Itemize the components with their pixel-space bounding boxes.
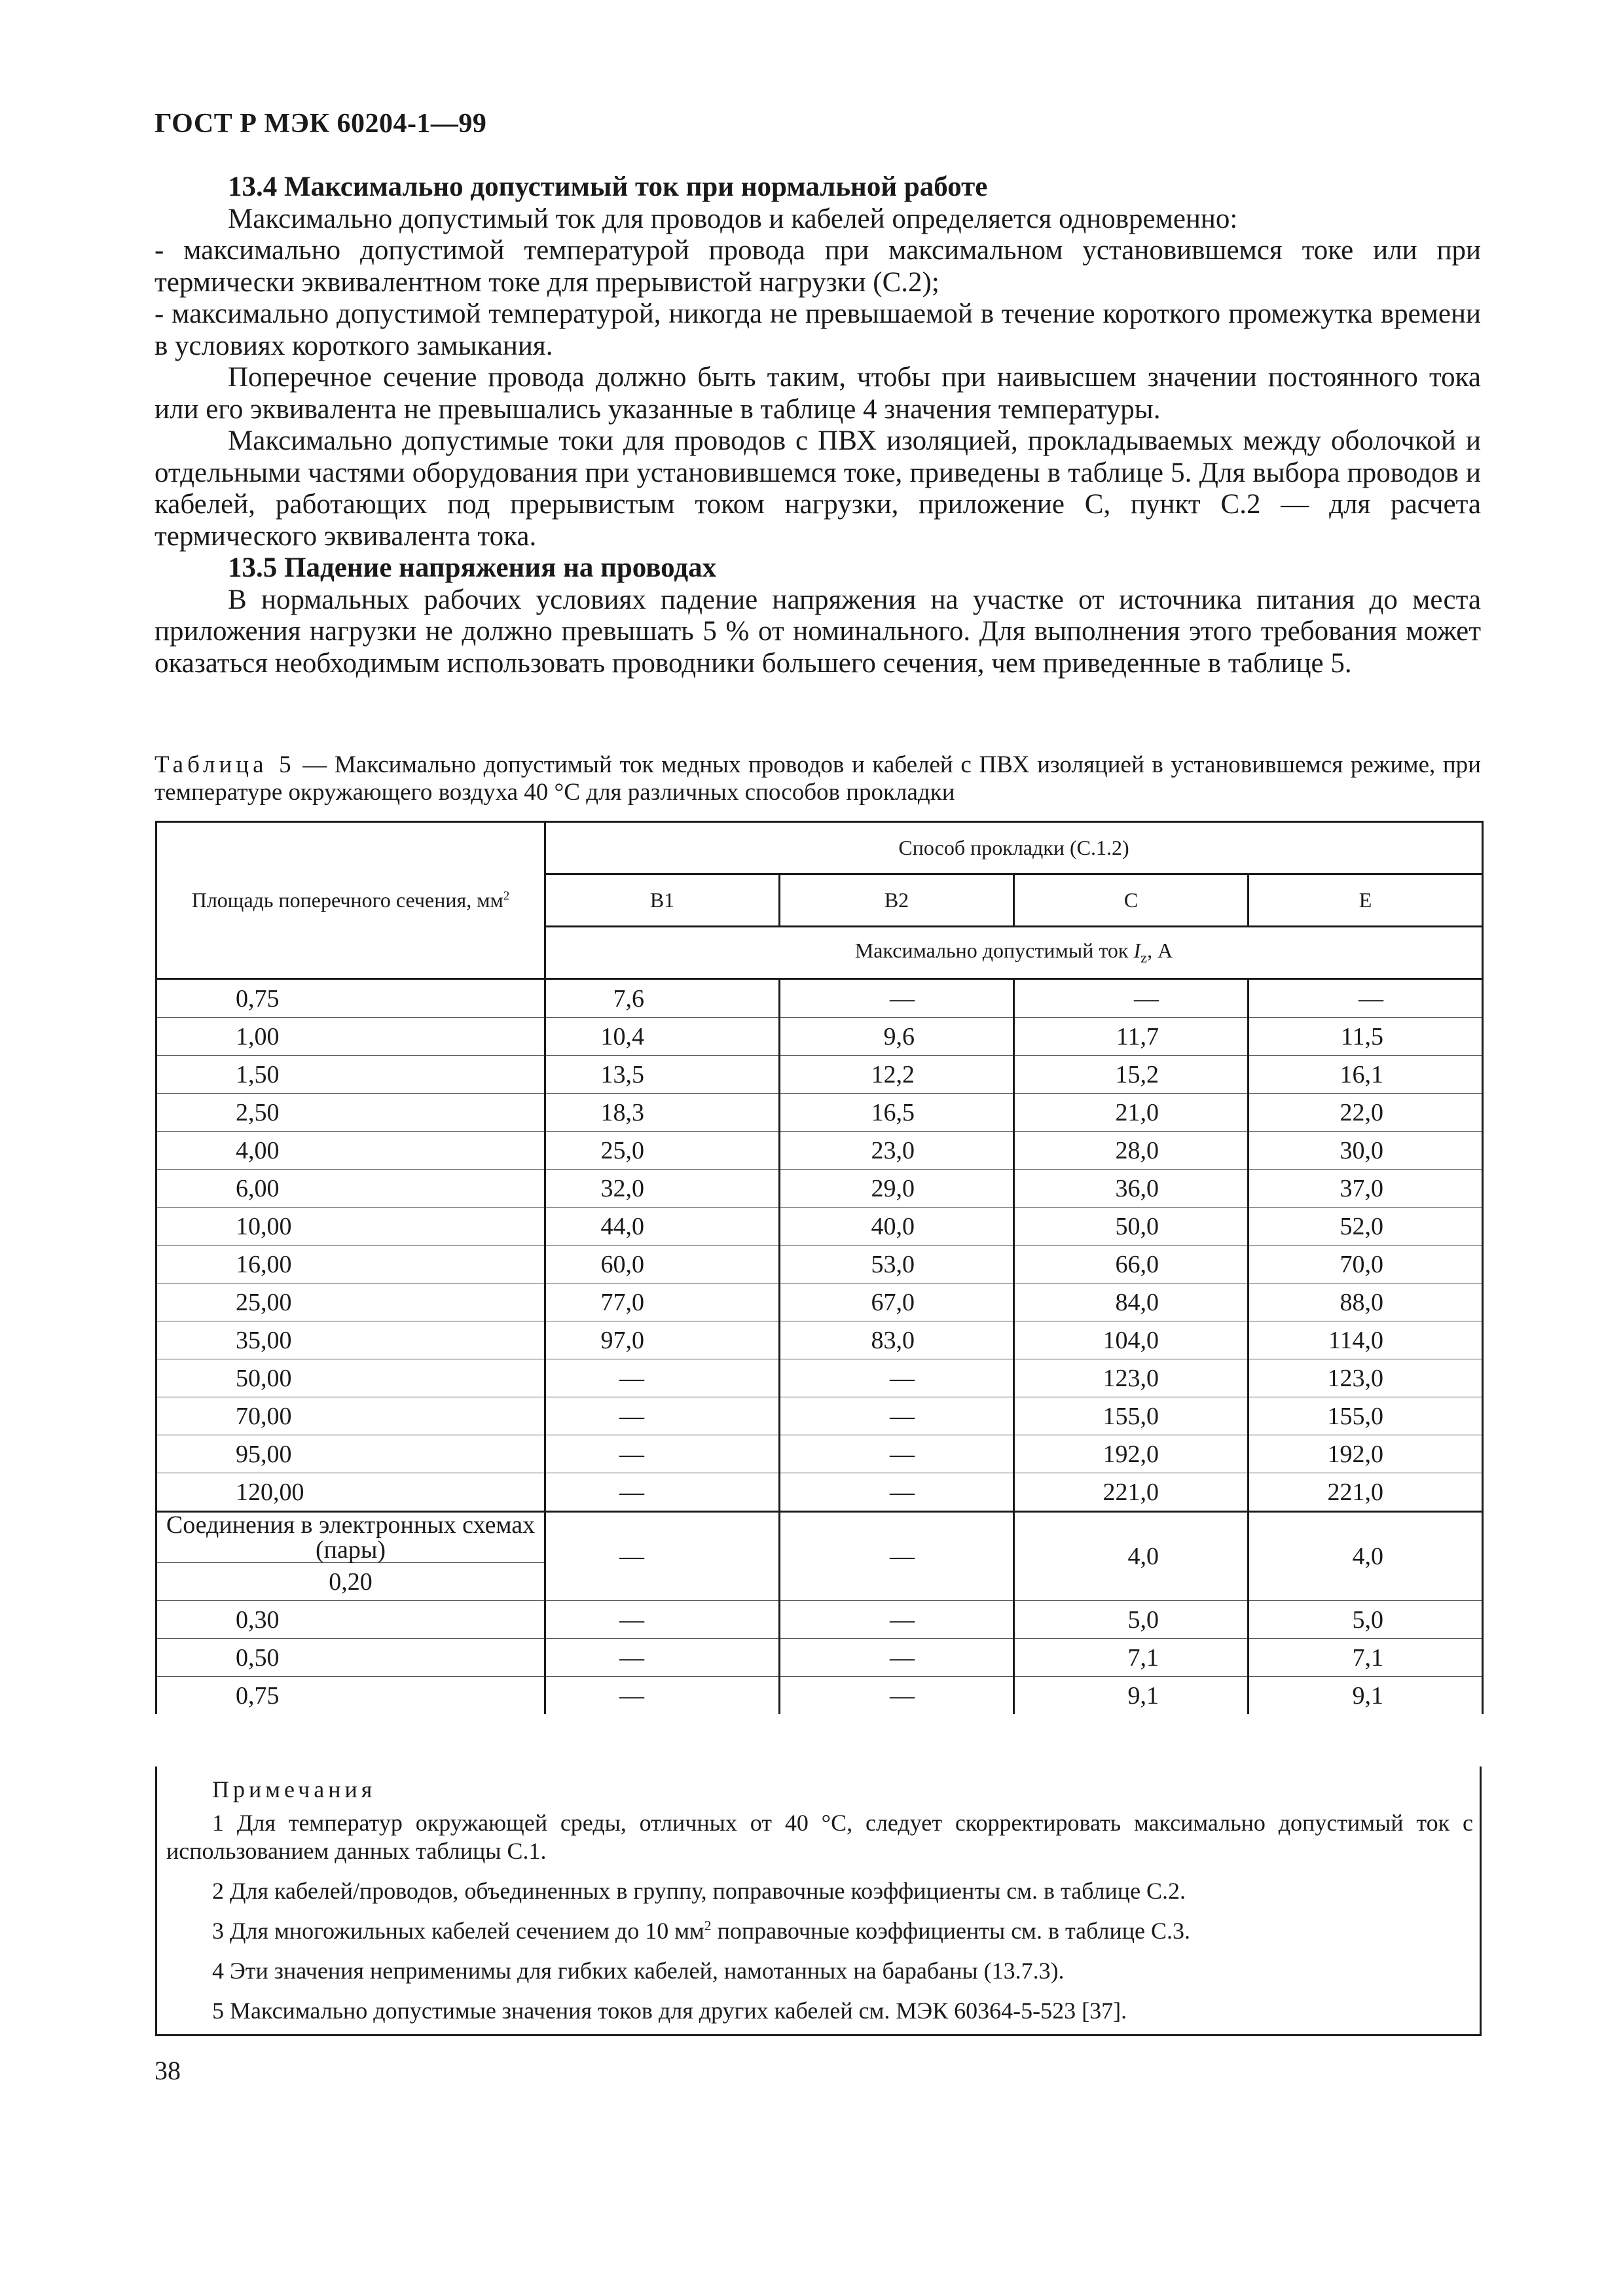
current-cell: 25,0 <box>545 1132 780 1170</box>
area-cell: 0,50 <box>156 1639 545 1677</box>
current-cell: — <box>1014 979 1249 1018</box>
area-cell: 50,00 <box>156 1359 545 1397</box>
table-row <box>156 1359 1483 1397</box>
area-cell: 10,00 <box>156 1208 545 1246</box>
method-c-header: C <box>1014 874 1249 927</box>
section-13-4-p4: Поперечное сечение провода должно быть таким, чтобы при наивысшем значении постоянного тока или его эквивалента не превышались указанные в таблице 4 значения температуры. <box>155 362 1481 425</box>
table-cell: 0,20 <box>156 1563 545 1601</box>
current-cell: — <box>780 1601 1014 1639</box>
current-cell: 192,0 <box>1249 1435 1483 1473</box>
current-cell: — <box>780 1435 1014 1473</box>
current-cell: — <box>780 1359 1014 1397</box>
current-cell: 12,2 <box>780 1056 1014 1094</box>
current-cell: — <box>545 1397 780 1435</box>
note-2: 2 Для кабелей/проводов, объединенных в группу, поправочные коэффициенты см. в таблице С.2. <box>212 1878 1186 1904</box>
current-cell: 11,7 <box>1014 1018 1249 1056</box>
current-cell: 52,0 <box>1249 1208 1483 1246</box>
current-cell: 9,1 <box>1249 1677 1483 1715</box>
page-number: 38 <box>155 2056 181 2085</box>
document-header: ГОСТ Р МЭК 60204-1—99 <box>155 109 487 139</box>
table-row <box>156 1018 1483 1056</box>
current-cell: — <box>1249 979 1483 1018</box>
current-cell: 66,0 <box>1014 1246 1249 1283</box>
pairs-label-cell: Соединения в электронных схемах (пары) <box>156 1512 545 1563</box>
current-cell: 29,0 <box>780 1170 1014 1208</box>
table-row <box>156 1132 1483 1170</box>
current-cell: 11,5 <box>1249 1018 1483 1056</box>
method-b2-header: B2 <box>780 874 1014 927</box>
current-cell: 155,0 <box>1249 1397 1483 1435</box>
current-cell: — <box>545 1359 780 1397</box>
area-cell: 1,00 <box>156 1018 545 1056</box>
current-cell: — <box>545 1601 780 1639</box>
area-cell: 2,50 <box>156 1094 545 1132</box>
current-cell: 22,0 <box>1249 1094 1483 1132</box>
current-cell: 23,0 <box>780 1132 1014 1170</box>
current-cell: — <box>780 979 1014 1018</box>
table-row <box>156 1639 1483 1677</box>
current-cell: 221,0 <box>1014 1473 1249 1512</box>
current-table <box>155 821 1484 1714</box>
table-row <box>156 1056 1483 1094</box>
area-cell: 0,75 <box>156 979 545 1018</box>
area-cell: 35,00 <box>156 1321 545 1359</box>
method-column-header: Способ прокладки (С.1.2) <box>545 822 1483 874</box>
current-cell: 221,0 <box>1249 1473 1483 1512</box>
current-cell: 7,1 <box>1014 1639 1249 1677</box>
table-row <box>156 1170 1483 1208</box>
current-cell: 9,1 <box>1014 1677 1249 1715</box>
current-cell: 155,0 <box>1014 1397 1249 1435</box>
current-cell: 60,0 <box>545 1246 780 1283</box>
current-cell: 123,0 <box>1014 1359 1249 1397</box>
area-cell: 6,00 <box>156 1170 545 1208</box>
current-cell: 7,1 <box>1249 1639 1483 1677</box>
note-3: 3 Для многожильных кабелей сечением до 10 $мм^2$ поправочные коэффициенты см. в таблице С.3. <box>212 1918 1191 1944</box>
section-13-4 <box>155 171 1481 679</box>
current-cell: — <box>780 1397 1014 1435</box>
current-cell: 40,0 <box>780 1208 1014 1246</box>
current-cell: 67,0 <box>780 1283 1014 1321</box>
table-caption-text: — Максимально допустимый ток медных проводов и кабелей с ПВХ изоляцией в установившемся режиме, при температуре окружающего воздуха 40 °С для различных способов прокладки <box>155 751 1481 806</box>
table-row <box>156 1321 1483 1359</box>
current-cell: 32,0 <box>545 1170 780 1208</box>
current-cell: 83,0 <box>780 1321 1014 1359</box>
current-cell: 5,0 <box>1014 1601 1249 1639</box>
current-cell: 123,0 <box>1249 1359 1483 1397</box>
table-row <box>156 1397 1483 1435</box>
table-cell: 4,0 <box>1014 1512 1249 1601</box>
current-cell: 84,0 <box>1014 1283 1249 1321</box>
current-cell: 16,1 <box>1249 1056 1483 1094</box>
current-cell: 97,0 <box>545 1321 780 1359</box>
current-cell: — <box>545 1435 780 1473</box>
table-cell: 4,0 <box>1249 1512 1483 1601</box>
table-row <box>156 1601 1483 1639</box>
note-5: 5 Максимально допустимые значения токов для других кабелей см. МЭК 60364-5-523 [37]. <box>212 1998 1127 2024</box>
section-13-4-title: 13.4 Максимально допустимый ток при нормальной работе <box>228 171 988 202</box>
section-13-4-p3: - максимально допустимой температурой, никогда не превышаемой в течение короткого промежутка времени в условиях короткого замыкания. <box>155 298 1481 361</box>
current-cell: 53,0 <box>780 1246 1014 1283</box>
section-13-5-p1: В нормальных рабочих условиях падение напряжения на участке от источника питания до места приложения нагрузки не должно превышать 5 % от номинального. Для выполнения этого требования может оказаться необходимым использовать проводники большего сечения, чем приведенные в таблице 5. <box>155 584 1481 679</box>
current-cell: 192,0 <box>1014 1435 1249 1473</box>
method-b1-header: B1 <box>545 874 780 927</box>
current-cell: — <box>780 1639 1014 1677</box>
current-cell: 50,0 <box>1014 1208 1249 1246</box>
section-13-4-p2: - максимально допустимой температурой провода при максимальном установившемся токе или при термически эквивалентном токе для прерывистой нагрузки (С.2); <box>155 235 1481 298</box>
current-cell: 104,0 <box>1014 1321 1249 1359</box>
current-cell: 114,0 <box>1249 1321 1483 1359</box>
table-notes <box>155 1767 1482 2036</box>
note-1: 1 Для температур окружающей среды, отличных от 40 °С, следует скорректировать максимально допустимый ток с использованием данных таблицы С.1. <box>166 1810 1473 1864</box>
area-cell: 16,00 <box>156 1246 545 1283</box>
current-cell: 44,0 <box>545 1208 780 1246</box>
table-caption-label: Таблица 5 <box>155 751 295 778</box>
table-row <box>156 1473 1483 1512</box>
table-row <box>156 1094 1483 1132</box>
current-cell: 37,0 <box>1249 1170 1483 1208</box>
current-cell: — <box>780 1473 1014 1512</box>
table-row <box>156 979 1483 1018</box>
current-cell: 5,0 <box>1249 1601 1483 1639</box>
table-caption <box>155 751 1481 806</box>
current-cell: — <box>545 1639 780 1677</box>
current-cell: 10,4 <box>545 1018 780 1056</box>
table-row <box>156 1246 1483 1283</box>
current-cell: 28,0 <box>1014 1132 1249 1170</box>
current-cell: 77,0 <box>545 1283 780 1321</box>
table-cell: — <box>780 1512 1014 1601</box>
note-4: 4 Эти значения неприменимы для гибких кабелей, намотанных на барабаны (13.7.3). <box>212 1958 1065 1984</box>
current-unit-header: Максимально допустимый ток $I_z$, А <box>545 927 1483 979</box>
area-column-header: Площадь поперечного сечения, $мм^2$ <box>156 822 545 979</box>
section-13-4-p1: Максимально допустимый ток для проводов и кабелей определяется одновременно: <box>228 203 1238 234</box>
current-cell: 70,0 <box>1249 1246 1483 1283</box>
area-cell: 0,75 <box>156 1677 545 1715</box>
table-row <box>156 1283 1483 1321</box>
current-cell: — <box>545 1677 780 1715</box>
current-cell: 18,3 <box>545 1094 780 1132</box>
current-cell: 9,6 <box>780 1018 1014 1056</box>
area-cell: 120,00 <box>156 1473 545 1512</box>
method-e-header: E <box>1249 874 1483 927</box>
current-cell: 7,6 <box>545 979 780 1018</box>
table-cell: — <box>545 1512 780 1601</box>
current-cell: 36,0 <box>1014 1170 1249 1208</box>
table-row <box>156 1435 1483 1473</box>
table-row <box>156 1677 1483 1715</box>
current-cell: — <box>780 1677 1014 1715</box>
area-cell: 1,50 <box>156 1056 545 1094</box>
area-cell: 70,00 <box>156 1397 545 1435</box>
current-cell: 13,5 <box>545 1056 780 1094</box>
table-row <box>156 1208 1483 1246</box>
section-13-4-p5: Максимально допустимые токи для проводов с ПВХ изоляцией, прокладываемых между оболочкой и отдельными частями оборудования при установившемся токе, приведены в таблице 5. Для выбора проводов и кабелей, работающих под прерывистым током нагрузки, приложение С, пункт С.2 — для расчета термического эквивалента тока. <box>155 425 1481 552</box>
current-cell: 88,0 <box>1249 1283 1483 1321</box>
current-cell: 16,5 <box>780 1094 1014 1132</box>
current-cell: 21,0 <box>1014 1094 1249 1132</box>
section-13-5-title: 13.5 Падение напряжения на проводах <box>228 552 717 583</box>
current-cell: 15,2 <box>1014 1056 1249 1094</box>
notes-title: Примечания <box>212 1776 376 1803</box>
area-cell: 25,00 <box>156 1283 545 1321</box>
area-cell: 4,00 <box>156 1132 545 1170</box>
area-cell: 95,00 <box>156 1435 545 1473</box>
area-cell: 0,30 <box>156 1601 545 1639</box>
current-cell: — <box>545 1473 780 1512</box>
current-cell: 30,0 <box>1249 1132 1483 1170</box>
